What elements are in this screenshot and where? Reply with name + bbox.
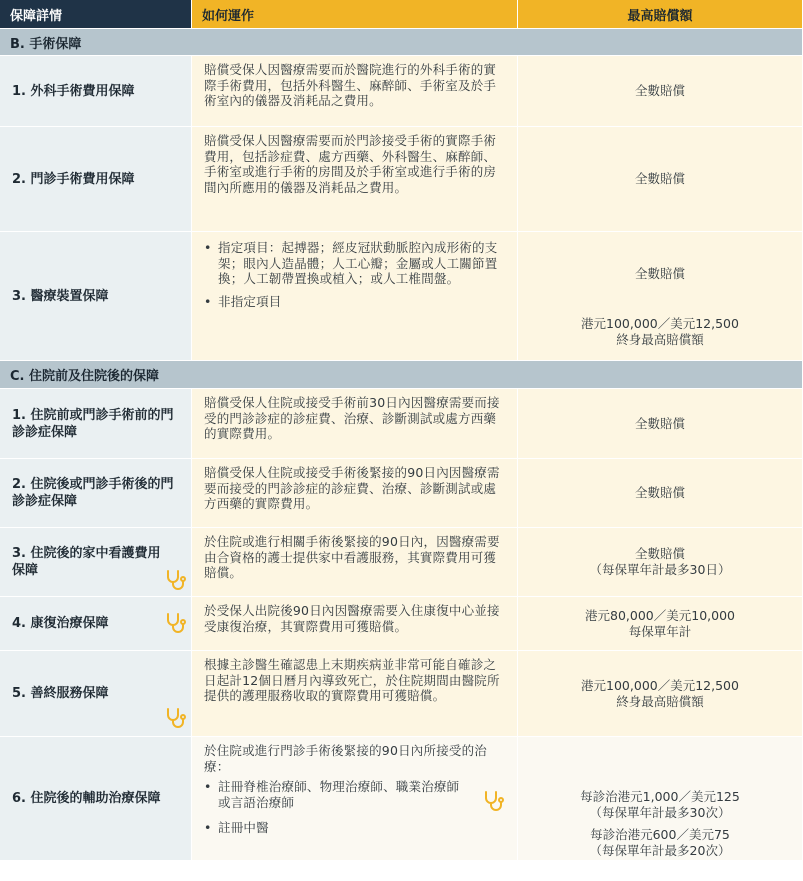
row-c5-name-text: 5. 善終服務保障 — [12, 686, 109, 701]
header-coverage-details: 保障詳情 — [0, 0, 192, 29]
row-c4-amount-text: 港元80,000／美元10,000 — [585, 607, 735, 623]
row-c1-amount-text: 全數賠償 — [634, 415, 685, 431]
stethoscope-icon — [163, 568, 187, 592]
row-c6-amount-therapists-note: （每保單年計最多30次） — [589, 805, 731, 820]
row-c3-name-text: 3. 住院後的家中看護費用保障 — [12, 546, 161, 578]
row-c4-amount-note: 每保單年計 — [628, 623, 692, 639]
stethoscope-icon — [481, 789, 505, 813]
row-c6-name: 6. 住院後的輔助治療保障 — [0, 737, 192, 861]
row-b2-name: 2. 門診手術費用保障 — [0, 127, 192, 232]
row-b1-amount — [518, 56, 803, 127]
row-c5-amount-note: 終身最高賠償額 — [616, 693, 704, 709]
row-b1-description: 賠償受保人因醫療需要而於醫院進行的外科手術的實際手術費用，包括外科醫生、麻醉師、手術室及於手術室內的儀器及消耗品之費用。 — [192, 56, 518, 127]
row-c1-description: 賠償受保人住院或接受手術前30日內因醫療需要而接受的門診診症的診症費、治療、診斷測試或處方西藥的實際費用。 — [192, 389, 518, 459]
row-b3-description — [192, 232, 518, 361]
header-max-benefit: 最高賠償額 — [518, 0, 803, 29]
row-b3-amount-limit-note: 終身最高賠償額 — [616, 332, 704, 347]
row-b3-amount-limit: 港元100,000／美元12,500 — [581, 316, 739, 331]
row-c6-bullet-therapists: • 註冊脊椎治療師、物理治療師、職業治療師或言語治療師 — [204, 779, 507, 810]
section-surgical-benefits: B. 手術保障 — [0, 29, 803, 56]
header-how-it-works: 如何運作 — [192, 0, 518, 29]
row-c2-description: 賠償受保人住院或接受手術後緊接的90日內因醫療需要而接受的門診診症的診症費、治療、診斷測試或處方西藥的實際費用。 — [192, 459, 518, 528]
row-b1-name: 1. 外科手術費用保障 — [0, 56, 192, 127]
row-c6-description — [192, 737, 518, 861]
row-c6-bullet-chinese-medicine: • 註冊中醫 — [204, 820, 507, 836]
row-c6-bullet-list — [204, 779, 507, 836]
row-c4-name-text: 4. 康復治療保障 — [12, 616, 109, 631]
stethoscope-icon — [163, 706, 187, 730]
row-c3-amount-text: 全數賠償 — [634, 546, 685, 561]
row-b1-amount-text: 全數賠償 — [634, 83, 685, 98]
row-c4-description: 於受保人出院後90日內因醫療需要入住康復中心並接受康復治療，其實際費用可獲賠償。 — [192, 597, 518, 651]
row-c2-amount — [518, 459, 803, 528]
row-b3-bullet-non-specified: • 非指定項目 — [204, 294, 507, 310]
row-b2-amount — [518, 127, 803, 232]
row-c1-amount — [518, 389, 803, 459]
row-c3-name — [0, 528, 192, 597]
row-c3-amount-note: （每保單年計最多30日） — [589, 562, 731, 577]
row-c5-amount — [518, 651, 803, 737]
row-b3-bullet-specified: • 指定項目：起搏器；經皮冠狀動脈腔內成形術的支架；眼內人造晶體；人工心瓣；金屬或人工關節置換；人工韌帶置換或植入；或人工椎間盤。 — [204, 240, 507, 287]
row-c6-amount — [518, 737, 803, 861]
row-c6-amount-therapists: 每診治港元1,000／美元125 — [580, 789, 740, 804]
row-b3-amount-full: 全數賠償 — [634, 266, 685, 281]
row-c1-name: 1. 住院前或門診手術前的門診診症保障 — [0, 389, 192, 459]
row-b3-name: 3. 醫療裝置保障 — [0, 232, 192, 361]
row-c6-intro: 於住院或進行門診手術後緊接的90日內所接受的治療： — [204, 743, 488, 774]
row-c6-amount-chinese-medicine: 每診治港元600／美元75 — [590, 827, 730, 842]
stethoscope-icon — [163, 611, 187, 635]
section-pre-post-hospitalization: C. 住院前及住院後的保障 — [0, 361, 803, 389]
row-b3-amount — [518, 232, 803, 361]
row-c3-amount — [518, 528, 803, 597]
row-b3-bullet-list — [204, 240, 507, 309]
row-c6-amount-chinese-medicine-note: （每保單年計最多20次） — [589, 843, 731, 858]
row-c5-name — [0, 651, 192, 737]
row-c4-amount — [518, 597, 803, 651]
row-b2-description: 賠償受保人因醫療需要而於門診接受手術的實際手術費用，包括診症費、處方西藥、外科醫生、麻醉師、手術室或進行手術的房間及於手術室或進行手術的房間內所應用的儀器及消耗品之費用。 — [192, 127, 518, 232]
row-c4-name — [0, 597, 192, 651]
row-b2-amount-text: 全數賠償 — [634, 171, 685, 186]
row-c2-name: 2. 住院後或門診手術後的門診診症保障 — [0, 459, 192, 528]
row-c3-description: 於住院或進行相關手術後緊接的90日內，因醫療需要由合資格的護士提供家中看護服務，其實際費用可獲賠償。 — [192, 528, 518, 597]
row-c5-description: 根據主診醫生確認患上末期疾病並非常可能自確診之日起計12個日曆月內導致死亡，於住院期間由醫院所提供的護理服務收取的實際費用可獲賠償。 — [192, 651, 518, 737]
row-c5-amount-text: 港元100,000／美元12,500 — [581, 677, 739, 693]
row-c2-amount-text: 全數賠償 — [634, 485, 685, 500]
